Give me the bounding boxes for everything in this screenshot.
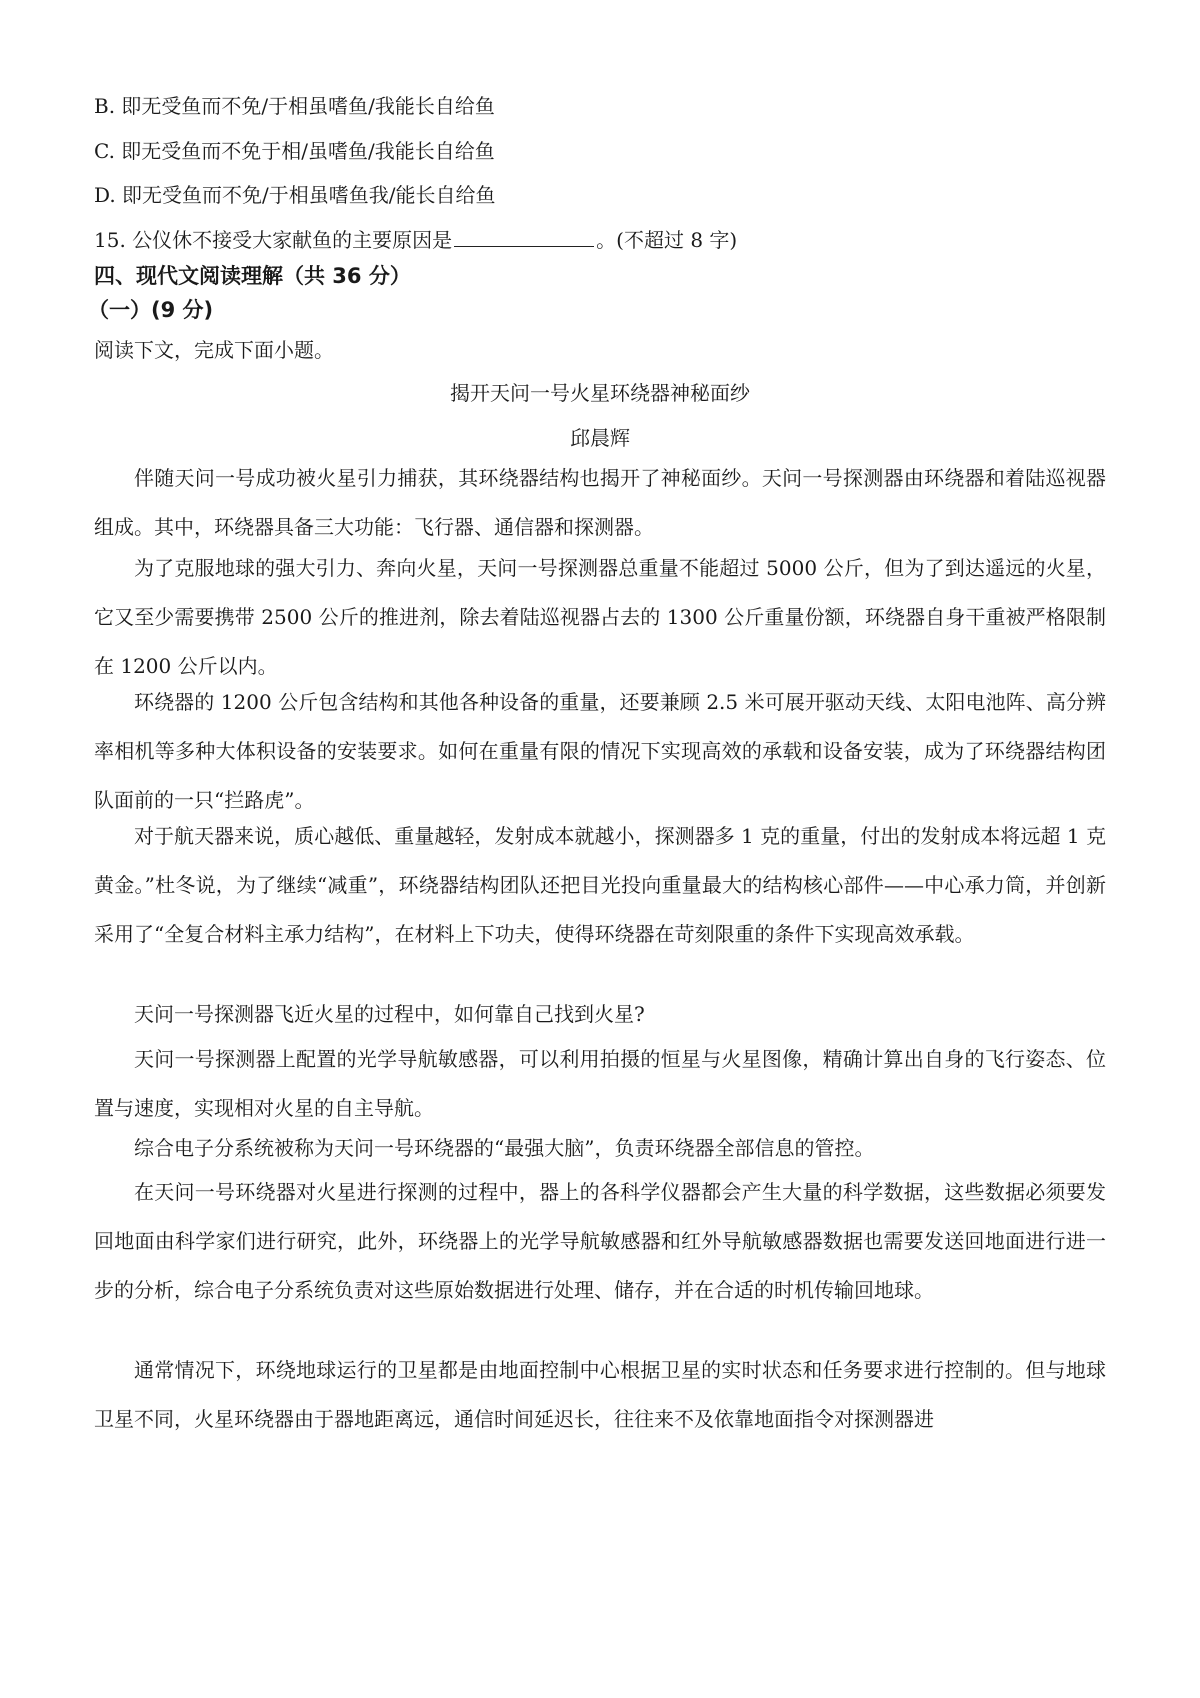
answer-blank: [454, 226, 594, 247]
paragraph-9: 通常情况下，环绕地球运行的卫星都是由地面控制中心根据卫星的实时状态和任务要求进行控制的。但与地球卫星不同，火星环绕器由于器地距离远，通信时间延迟长，往往来不及依靠地面指令对探测器进: [94, 1358, 1106, 1431]
option-d: D. 即无受鱼而不免/于相虽嗜鱼我/能长自给鱼: [94, 183, 496, 207]
paragraph-6: 天问一号探测器上配置的光学导航敏感器，可以利用拍摄的恒星与火星图像，精确计算出自身的飞行姿态、位置与速度，实现相对火星的自主导航。: [94, 1047, 1106, 1120]
question-15: [94, 226, 737, 254]
paragraph-5: 天问一号探测器飞近火星的过程中，如何靠自己找到火星?: [134, 1002, 645, 1026]
paragraph-3: 环绕器的 1200 公斤包含结构和其他各种设备的重量，还要兼顾 2.5 米可展开驱动天线、太阳电池阵、高分辨率相机等多种大体积设备的安装要求。如何在重量有限的情况下实现高效的承载和设备安装，成为了环绕器结构团队面前的一只“拦路虎”。: [94, 690, 1106, 812]
question-15-prefix: 15. 公仪休不接受大家献鱼的主要原因是: [94, 228, 453, 252]
paragraph-8: 在天问一号环绕器对火星进行探测的过程中，器上的各科学仪器都会产生大量的科学数据，这些数据必须要发回地面由科学家们进行研究，此外，环绕器上的光学导航敏感器和红外导航敏感器数据也需要发送回地面进行进一步的分析，综合电子分系统负责对这些原始数据进行处理、储存，并在合适的时机传输回地球。: [94, 1180, 1106, 1302]
question-15-suffix: 。(不超过 8 字): [596, 228, 738, 252]
section-subtitle: （一）(9 分): [88, 298, 214, 322]
paragraph-1: 伴随天问一号成功被火星引力捕获，其环绕器结构也揭开了神秘面纱。天问一号探测器由环绕器和着陆巡视器组成。其中，环绕器具备三大功能：飞行器、通信器和探测器。: [94, 466, 1106, 539]
article-author: 邱晨辉: [570, 426, 630, 450]
paragraph-2: 为了克服地球的强大引力、奔向火星，天问一号探测器总重量不能超过 5000 公斤，但为了到达遥远的火星，它又至少需要携带 2500 公斤的推进剂，除去着陆巡视器占去的 1300 公斤重量份额，环绕器自身干重被严格限制在 1200 公斤以内。: [94, 556, 1106, 678]
article-title: 揭开天问一号火星环绕器神秘面纱: [450, 381, 750, 405]
section-title: 四、现代文阅读理解（共 36 分）: [94, 264, 411, 288]
paragraph-7: 综合电子分系统被称为天问一号环绕器的“最强大脑”，负责环绕器全部信息的管控。: [134, 1136, 875, 1160]
option-b: B. 即无受鱼而不免/于相虽嗜鱼/我能长自给鱼: [94, 94, 495, 118]
paragraph-4: 对于航天器来说，质心越低、重量越轻，发射成本就越小，探测器多 1 克的重量，付出的发射成本将远超 1 克黄金。”杜冬说，为了继续“减重”，环绕器结构团队还把目光投向重量最大的结构核心部件——中心承力筒，并创新采用了“全复合材料主承力结构”，在材料上下功夫，使得环绕器在苛刻限重的条件下实现高效承载。: [94, 824, 1106, 946]
reading-instruction: 阅读下文，完成下面小题。: [94, 338, 334, 362]
option-c: C. 即无受鱼而不免于相/虽嗜鱼/我能长自给鱼: [94, 139, 495, 163]
